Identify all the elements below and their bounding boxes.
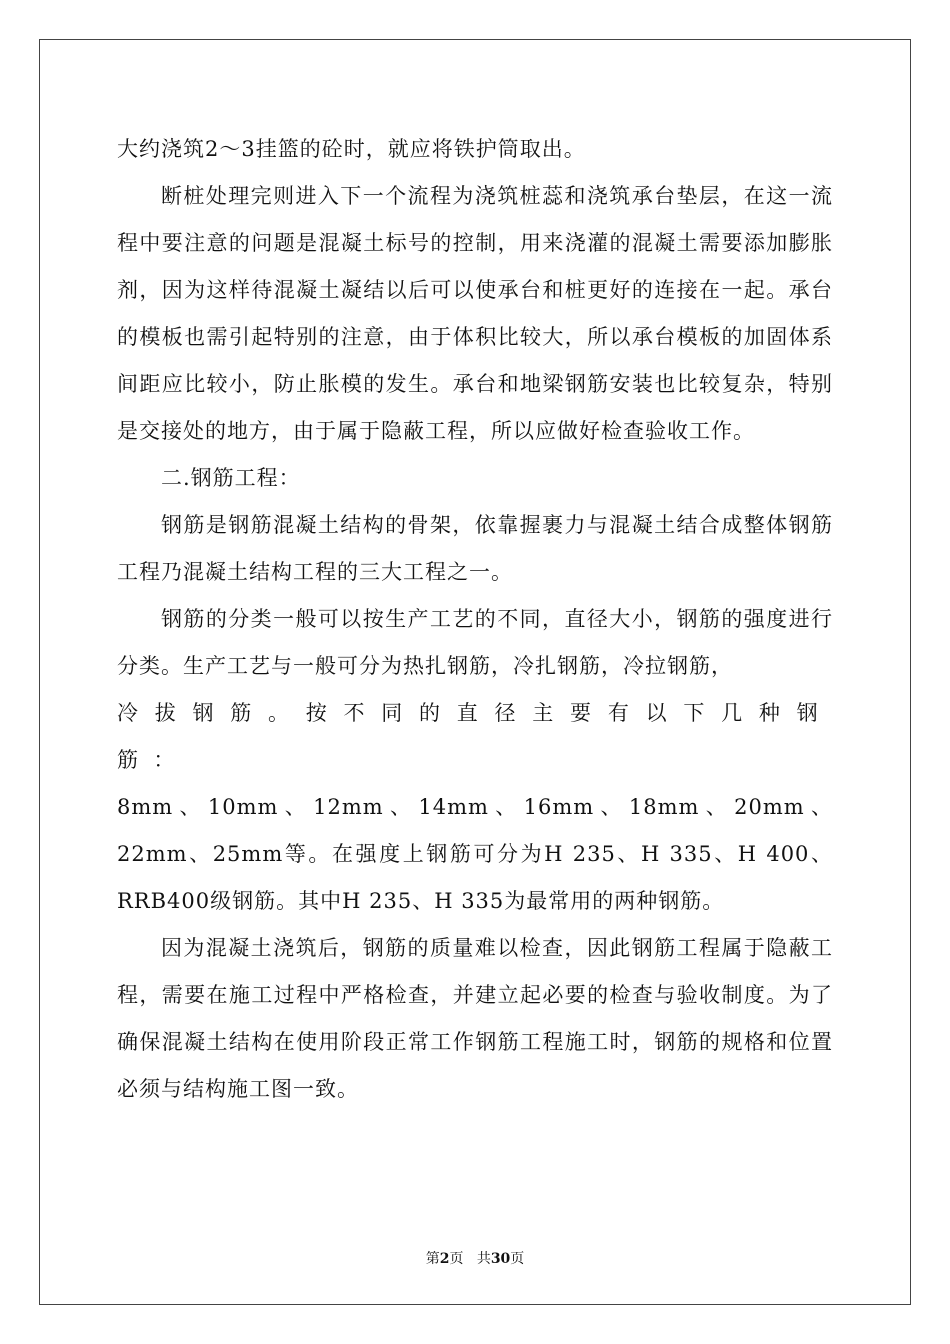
paragraph: 因为混凝土浇筑后，钢筋的质量难以检查，因此钢筋工程属于隐蔽工程，需要在施工过程中严格检查，并建立起必要的检查与验收制度。为了确保混凝土结构在使用阶段正常工作钢筋工程施工时，钢筋的规格和位置必须与结构施工图一致。 <box>117 936 833 1101</box>
paragraph: 8mm、10mm、12mm、14mm、16mm、18mm、20mm、22mm、25mm等。在强度上钢筋可分为H 235、H 335、H 400、RRB400级钢筋。其中H 235、H 335为最常用的两种钢筋。 <box>117 795 833 913</box>
total-suffix: 页 <box>510 1251 525 1267</box>
page-number: 2 <box>439 1251 450 1267</box>
section-heading: 二.钢筋工程： <box>161 466 301 490</box>
paragraph: 大约浇筑2～3挂篮的砼时，就应将铁护筒取出。 <box>117 137 586 161</box>
paragraph: 钢筋的分类一般可以按生产工艺的不同，直径大小，钢筋的强度进行分类。生产工艺与一般可分为热扎钢筋，冷扎钢筋，冷拉钢筋， <box>117 607 833 678</box>
page-suffix: 页 <box>449 1251 464 1267</box>
paragraph: 断桩处理完则进入下一个流程为浇筑桩蕊和浇筑承台垫层，在这一流程中要注意的问题是混凝土标号的控制，用来浇灌的混凝土需要添加膨胀剂，因为这样待混凝土凝结以后可以使承台和桩更好的连接在一起。承台的模板也需引起特别的注意，由于体积比较大，所以承台模板的加固体系间距应比较小，防止胀模的发生。承台和地梁钢筋安装也比较复杂，特别是交接处的地方，由于属于隐蔽工程，所以应做好检查验收工作。 <box>117 184 833 443</box>
page-prefix: 第 <box>425 1251 440 1267</box>
page-footer <box>0 1248 950 1268</box>
paragraph-line: 冷拔钢筋。按不同的直径主要有以下几种钢筋： <box>117 701 833 772</box>
total-prefix: 共 <box>476 1251 491 1267</box>
paragraph: 钢筋是钢筋混凝土结构的骨架，依靠握裹力与混凝土结合成整体钢筋工程乃混凝土结构工程的三大工程之一。 <box>117 513 833 584</box>
document-body <box>117 126 833 1113</box>
total-pages: 30 <box>490 1251 511 1267</box>
